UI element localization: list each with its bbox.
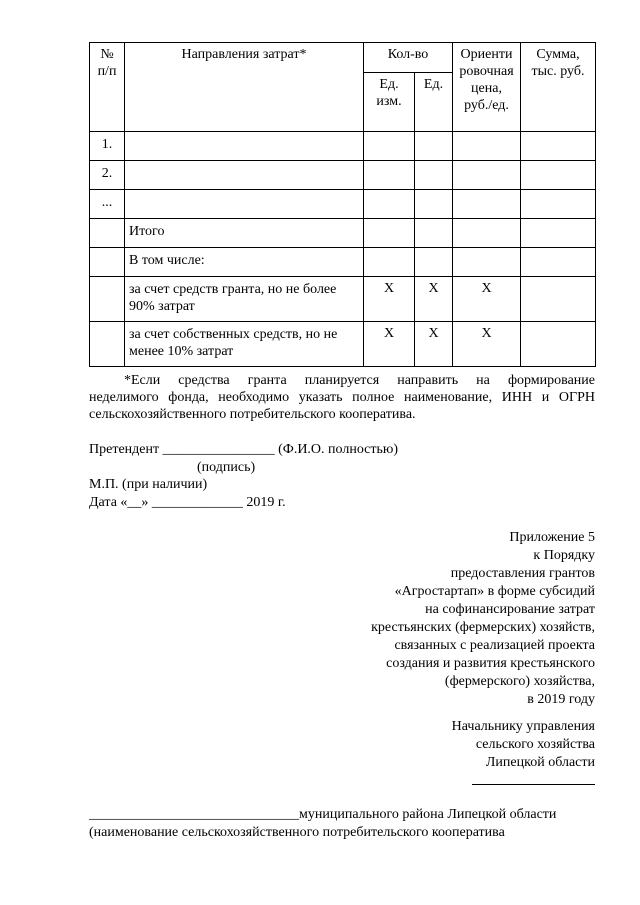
row-label-grant: за счет средств гранта, но не более 90% затрат <box>125 277 364 322</box>
mark-cell: X <box>364 277 415 322</box>
cooperative-line: ______________________________муниципального района Липецкой области <box>89 807 557 822</box>
table-row <box>90 161 596 190</box>
row-num <box>90 219 125 248</box>
addressee-name-line <box>472 784 595 785</box>
table-row <box>90 248 596 277</box>
table-row <box>90 132 596 161</box>
table-row <box>90 322 596 367</box>
row-label-total: Итого <box>125 219 364 248</box>
applicant-line: Претендент ________________ (Ф.И.О. полностью) <box>89 442 399 457</box>
mark-cell: X <box>453 322 521 367</box>
row-label-own-funds: за счет собственных средств, но не менее 10% затрат <box>125 322 364 367</box>
mark-cell: X <box>415 277 453 322</box>
header-price: Ориенти ровочная цена, руб./ед. <box>453 43 521 132</box>
mark-cell: X <box>364 322 415 367</box>
row-num <box>90 248 125 277</box>
row-num <box>90 322 125 367</box>
row-num: 1. <box>90 132 125 161</box>
date-line: Дата «__» _____________ 2019 г. <box>89 495 286 510</box>
seal-line: М.П. (при наличии) <box>89 477 208 492</box>
header-direction: Направления затрат* <box>125 43 364 132</box>
row-label <box>125 161 364 190</box>
addressee-block: Начальнику управления сельского хозяйства Липецкой области <box>451 719 595 770</box>
header-num: № п/п <box>90 43 125 132</box>
header-qty: Кол-во <box>364 43 453 73</box>
row-num: 2. <box>90 161 125 190</box>
header-unit: Ед. изм. <box>364 73 415 132</box>
appendix-block: Приложение 5 к Порядку предоставления грантов «Агростартап» в форме субсидий на софинансирование затрат крестьянских (фермерских) хозяйств, связанных с реализацией проекта создания и развития крестьянского (фермерского) хозяйства, в 2019 году <box>371 530 595 707</box>
row-label-including: В том числе: <box>125 248 364 277</box>
header-sum: Сумма, тыс. руб. <box>521 43 596 132</box>
footnote-line: сельскохозяйственного потребительского кооператива. <box>89 407 416 422</box>
table-row <box>90 190 596 219</box>
row-label <box>125 132 364 161</box>
cooperative-caption: (наименование сельскохозяйственного потребительского кооператива <box>89 825 505 840</box>
mark-cell: X <box>415 322 453 367</box>
table-row <box>90 277 596 322</box>
cost-table <box>89 42 596 367</box>
mark-cell: X <box>453 277 521 322</box>
footnote <box>89 372 595 423</box>
row-num <box>90 277 125 322</box>
table-row <box>90 219 596 248</box>
footnote-line: *Если средства гранта планируется направить на формирование <box>124 373 595 388</box>
header-units: Ед. <box>415 73 453 132</box>
row-num: ... <box>90 190 125 219</box>
signature-caption: (подпись) <box>197 460 256 475</box>
row-label <box>125 190 364 219</box>
footnote-line: неделимого фонда, необходимо указать полное наименование, ИНН и ОГРН <box>89 390 595 405</box>
